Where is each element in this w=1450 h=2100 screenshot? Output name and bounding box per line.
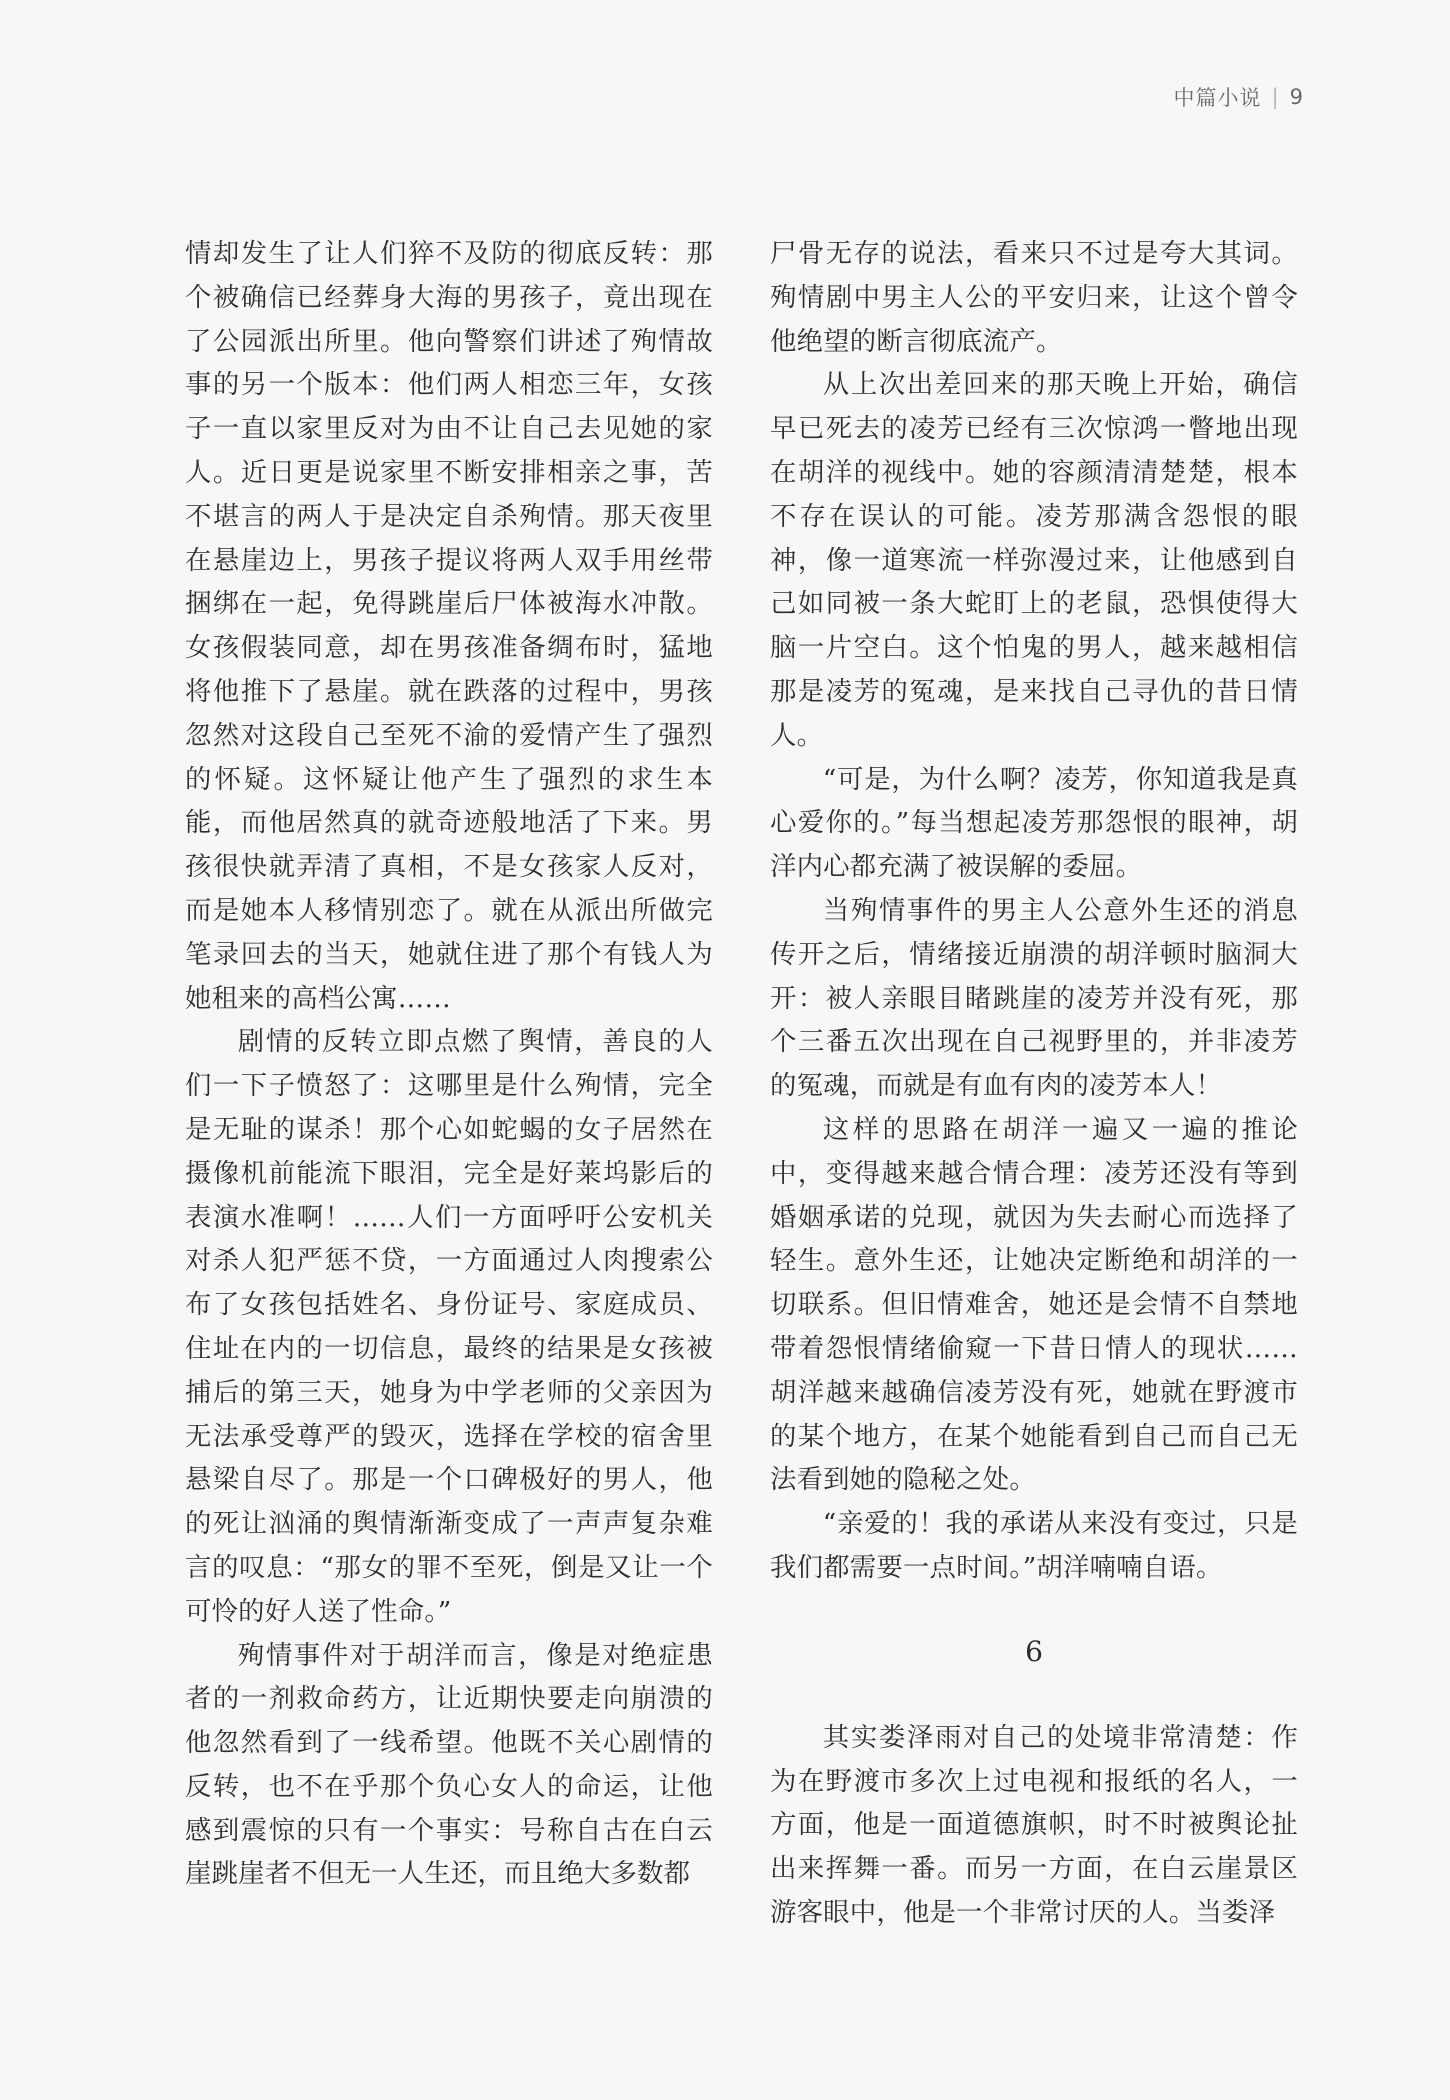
paragraph: 当殉情事件的男主人公意外生还的消息传开之后，情绪接近崩溃的胡洋顿时脑洞大开：被人亲眼目睹跳崖的凌芳并没有死，那个三番五次出现在自己视野里的，并非凌芳的冤魂，而就是有血有肉的凌芳本人！ (770, 894, 1298, 1102)
left-column (185, 232, 713, 1896)
paragraph: 剧情的反转立即点燃了舆情，善良的人们一下子愤怒了：这哪里是什么殉情，完全是无耻的谋杀！那个心如蛇蝎的女子居然在摄像机前能流下眼泪，完全是好莱坞影后的表演水准啊！……人们一方面呼吁公安机关对杀人犯严惩不贷，一方面通过人肉搜索公布了女孩包括姓名、身份证号、家庭成员、住址在内的一切信息，最终的结果是女孩被捕后的第三天，她身为中学老师的父亲因为无法承受尊严的毁灭，选择在学校的宿舍里悬梁自尽了。那是一个口碑极好的男人，他的死让汹涌的舆情渐渐变成了一声声复杂难言的叹息：“那女的罪不至死，倒是又让一个可怜的好人送了性命。” (185, 1026, 713, 1627)
paragraph: 尸骨无存的说法，看来只不过是夸大其词。殉情剧中男主人公的平安归来，让这个曾令他绝望的断言彻底流产。 (770, 238, 1298, 357)
paragraph: “亲爱的！我的承诺从来没有变过，只是我们都需要一点时间。”胡洋喃喃自语。 (770, 1508, 1298, 1583)
right-column (770, 232, 1298, 1935)
section-number: 6 (1025, 1634, 1043, 1668)
paragraph: 这样的思路在胡洋一遍又一遍的推论中，变得越来越合情合理：凌芳还没有等到婚姻承诺的兑现，就因为失去耐心而选择了轻生。意外生还，让她决定断绝和胡洋的一切联系。但旧情难舍，她还是会情不自禁地带着怨恨情绪偷窥一下昔日情人的现状……胡洋越来越确信凌芳没有死，她就在野渡市的某个地方，在某个她能看到自己而自己无法看到她的隐秘之处。 (770, 1113, 1298, 1496)
paragraph: 殉情事件对于胡洋而言，像是对绝症患者的一剂救命药方，让近期快要走向崩溃的他忽然看到了一线希望。他既不关心剧情的反转，也不在乎那个负心女人的命运，让他感到震惊的只有一个事实：号称自古在白云崖跳崖者不但无一人生还，而且绝大多数都 (185, 1639, 713, 1890)
header-separator: | (1271, 85, 1280, 109)
paragraph: 从上次出差回来的那天晚上开始，确信早已死去的凌芳已经有三次惊鸿一瞥地出现在胡洋的视线中。她的容颜清清楚楚，根本不存在误认的可能。凌芳那满含怨恨的眼神，像一道寒流一样弥漫过来，让他感到自己如同被一条大蛇盯上的老鼠，恐惧使得大脑一片空白。这个怕鬼的男人，越来越相信那是凌芳的冤魂，是来找自己寻仇的昔日情人。 (770, 369, 1298, 751)
section-title: 中篇小说 (1173, 86, 1262, 110)
paragraph: 其实娄泽雨对自己的处境非常清楚：作为在野渡市多次上过电视和报纸的名人，一方面，他是一面道德旗帜，时不时被舆论扯出来挥舞一番。而另一方面，在白云崖景区游客眼中，他是一个非常讨厌的人。当娄泽 (770, 1721, 1298, 1928)
running-header (1174, 82, 1304, 112)
paragraph: “可是，为什么啊？凌芳，你知道我是真心爱你的。”每当想起凌芳那怨恨的眼神，胡洋内心都充满了被误解的委屈。 (770, 763, 1298, 883)
paragraph: 情却发生了让人们猝不及防的彻底反转：那个被确信已经葬身大海的男孩子，竟出现在了公园派出所里。他向警察们讲述了殉情故事的另一个版本：他们两人相恋三年，女孩子一直以家里反对为由不让自己去见她的家人。近日更是说家里不断安排相亲之事，苦不堪言的两人于是决定自杀殉情。那天夜里在悬崖边上，男孩子提议将两人双手用丝带捆绑在一起，免得跳崖后尸体被海水冲散。女孩假装同意，却在男孩准备绸布时，猛地将他推下了悬崖。就在跌落的过程中，男孩忽然对这段自己至死不渝的爱情产生了强烈的怀疑。这怀疑让他产生了强烈的求生本能，而他居然真的就奇迹般地活了下来。男孩很快就弄清了真相，不是女孩家人反对，而是她本人移情别恋了。就在从派出所做完笔录回去的当天，她就住进了那个有钱人为她租来的高档公寓…… (185, 238, 713, 1014)
page-number: 9 (1289, 85, 1304, 109)
